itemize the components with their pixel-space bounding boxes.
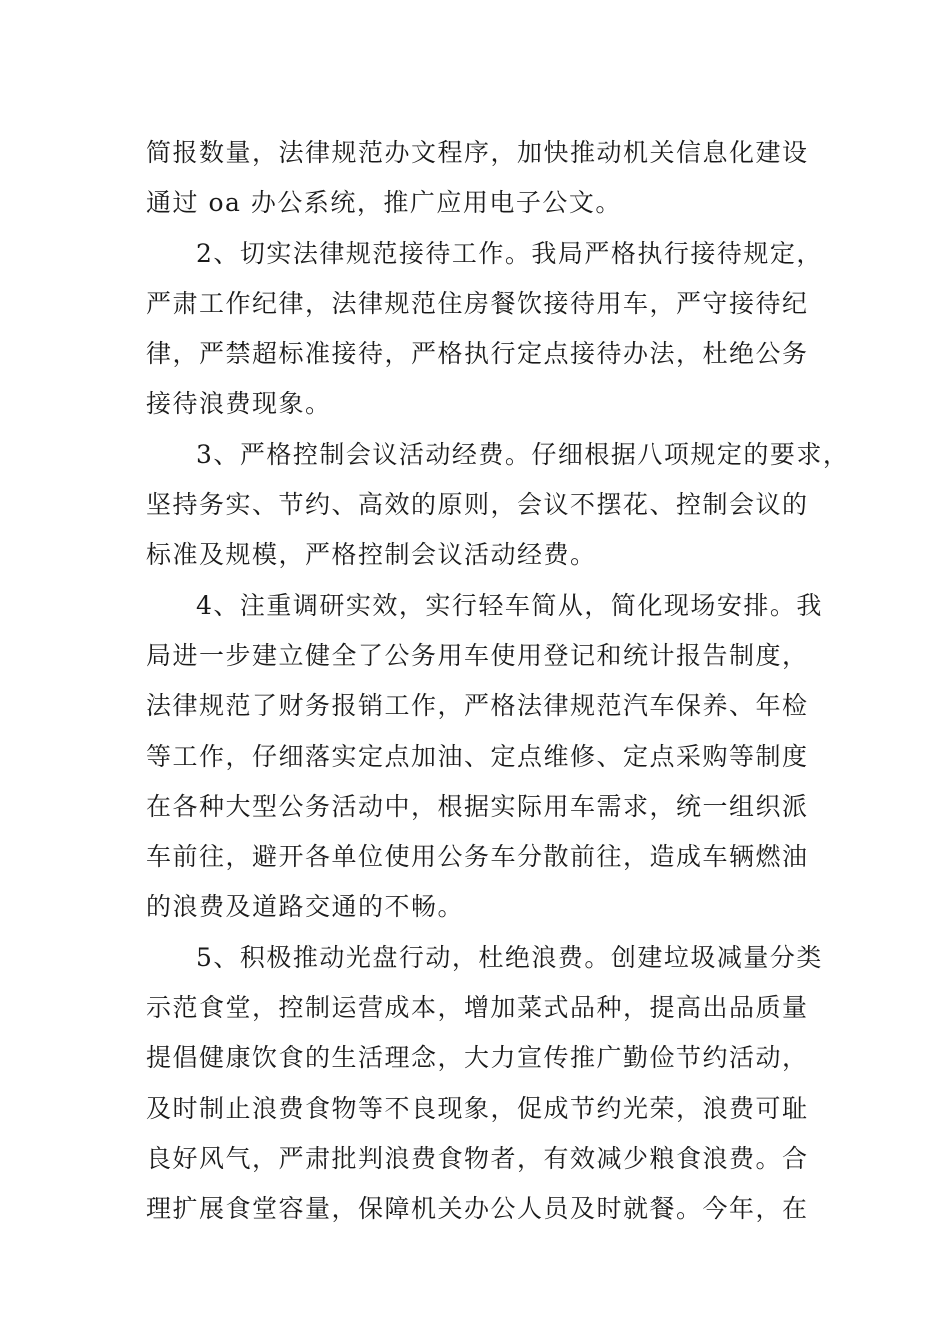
text-line: 在各种大型公务活动中，根据实际用车需求，统一组织派	[146, 791, 809, 821]
paragraph-start-line: 4、注重调研实效，实行轻车简从，简化现场安排。我	[196, 590, 823, 620]
text-line: 局进一步建立健全了公务用车使用登记和统计报告制度，	[146, 640, 809, 670]
text-line: 坚持务实、节约、高效的原则，会议不摆花、控制会议的	[146, 490, 809, 520]
paragraph-start-line: 5、积极推动光盘行动，杜绝浪费。创建垃圾减量分类	[196, 942, 823, 972]
text-line: 通过 oa 办公系统，推广应用电子公文。	[146, 188, 622, 218]
text-line: 法律规范了财务报销工作，严格法律规范汽车保养、年检	[146, 691, 809, 721]
text-line: 标准及规模，严格控制会议活动经费。	[146, 540, 597, 570]
document-body	[146, 128, 850, 1235]
text-line: 及时制止浪费食物等不良现象，促成节约光荣，浪费可耻	[146, 1093, 809, 1123]
text-line: 良好风气，严肃批判浪费食物者，有效减少粮食浪费。合	[146, 1143, 809, 1173]
text-line: 接待浪费现象。	[146, 389, 332, 419]
text-line: 严肃工作纪律，法律规范住房餐饮接待用车，严守接待纪	[146, 288, 809, 318]
paragraph-start-line: 2、切实法律规范接待工作。我局严格执行接待规定，	[196, 238, 823, 268]
text-line: 律，严禁超标准接待，严格执行定点接待办法，杜绝公务	[146, 339, 809, 369]
text-line: 车前往，避开各单位使用公务车分散前往，造成车辆燃油	[146, 842, 809, 872]
text-line: 示范食堂，控制运营成本，增加菜式品种，提高出品质量	[146, 993, 809, 1023]
text-line: 理扩展食堂容量，保障机关办公人员及时就餐。今年，在	[146, 1194, 809, 1224]
text-line: 的浪费及道路交通的不畅。	[146, 892, 465, 922]
text-line: 提倡健康饮食的生活理念，大力宣传推广勤俭节约活动，	[146, 1043, 809, 1073]
paragraph-start-line: 3、严格控制会议活动经费。仔细根据八项规定的要求，	[196, 439, 850, 469]
text-line: 简报数量，法律规范办文程序，加快推动机关信息化建设	[146, 138, 809, 167]
text-line: 等工作，仔细落实定点加油、定点维修、定点采购等制度	[146, 741, 809, 771]
